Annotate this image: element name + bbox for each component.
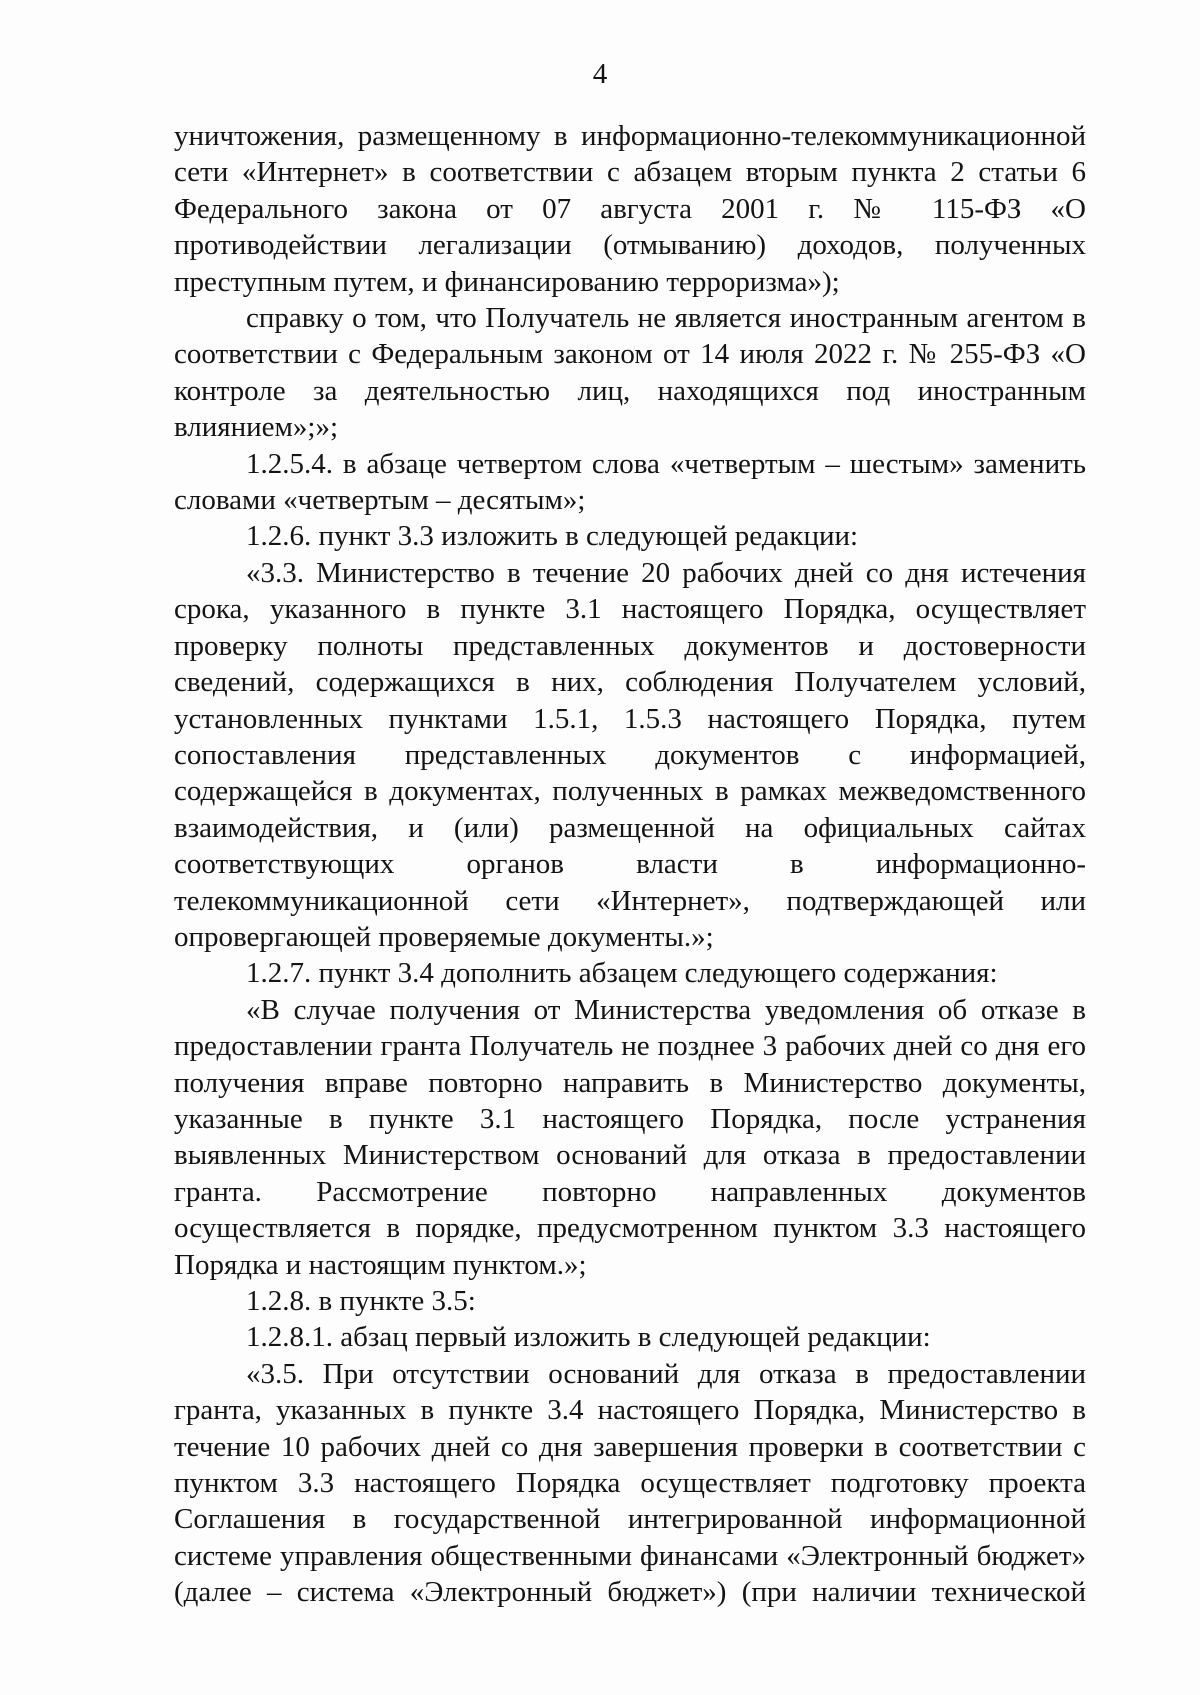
paragraph-1-2-7: 1.2.7. пункт 3.4 дополнить абзацем следующего содержания: (246, 957, 998, 990)
document-body (174, 118, 1086, 1611)
paragraph-1-2-8: 1.2.8. в пункте 3.5: (246, 1285, 476, 1317)
page-number: 4 (592, 58, 608, 90)
paragraph-foreign-agent-certificate: справку о том, что Получатель не является иностранным агентом в соответствии с Федеральным законом от 14 июля 2022 г. № 255-ФЗ «О контроле за деятельностью лиц, находящихся под иностранным влиянием»;»; (174, 302, 1086, 444)
paragraph-1-2-5-4: 1.2.5.4. в абзаце четвертом слова «четвертым – шестым» заменить словами «четвертым – десятым»; (174, 447, 1086, 517)
paragraph-clause-3-4-addition: «В случае получения от Министерства уведомления об отказе в предоставлении гранта Получатель не позднее 3 рабочих дней со дня его получения вправе повторно направить в Министерство документы, указанные в пункте 3.1 настоящего Порядка, после устранения выявленных Министерством оснований для отказа в предоставлении гранта. Рассмотрение повторно направленных документов осуществляется в порядке, предусмотренном пунктом 3.3 настоящего Порядка и настоящим пунктом.»; (174, 993, 1086, 1281)
paragraph-clause-3-5: «3.5. При отсутствии оснований для отказа в предоставлении гранта, указанных в пункте 3.4 настоящего Порядка, Министерство в течение 10 рабочих дней со дня завершения проверки в соответствии с пунктом 3.3 настоящего Порядка осуществляет подготовку проекта Соглашения в государственной интегрированной информационной системе управления общественными финансами «Электронный бюджет» (далее – система «Электронный бюджет») (при наличии технической (174, 1357, 1086, 1609)
paragraph-1-2-8-1: 1.2.8.1. абзац первый изложить в следующей редакции: (246, 1321, 931, 1354)
paragraph-1-2-6: 1.2.6. пункт 3.3 изложить в следующей редакции: (246, 520, 859, 553)
paragraph-clause-3-3: «3.3. Министерство в течение 20 рабочих дней со дня истечения срока, указанного в пункте 3.1 настоящего Порядка, осуществляет проверку полноты представленных документов и достоверности сведений, содержащихся в них, соблюдения Получателем условий, установленных пунктами 1.5.1, 1.5.3 настоящего Порядка, путем сопоставления представленных документов с информацией, содержащейся в документах, полученных в рамках межведомственного взаимодействия, и (или) размещенной на официальных сайтах соответствующих органов власти в информационно-телекоммуникационной сети «Интернет», подтверждающей или опровергающей проверяемые документы.»; (174, 556, 1086, 953)
paragraph-continuation: уничтожения, размещенному в информационно-телекоммуникационной сети «Интернет» в соответствии с абзацем вторым пункта 2 статьи 6 Федерального закона от 07 августа 2001 г. № 115-ФЗ «О противодействии легализации (отмыванию) доходов, полученных преступным путем, и финансированию терроризма»); (174, 120, 1086, 298)
